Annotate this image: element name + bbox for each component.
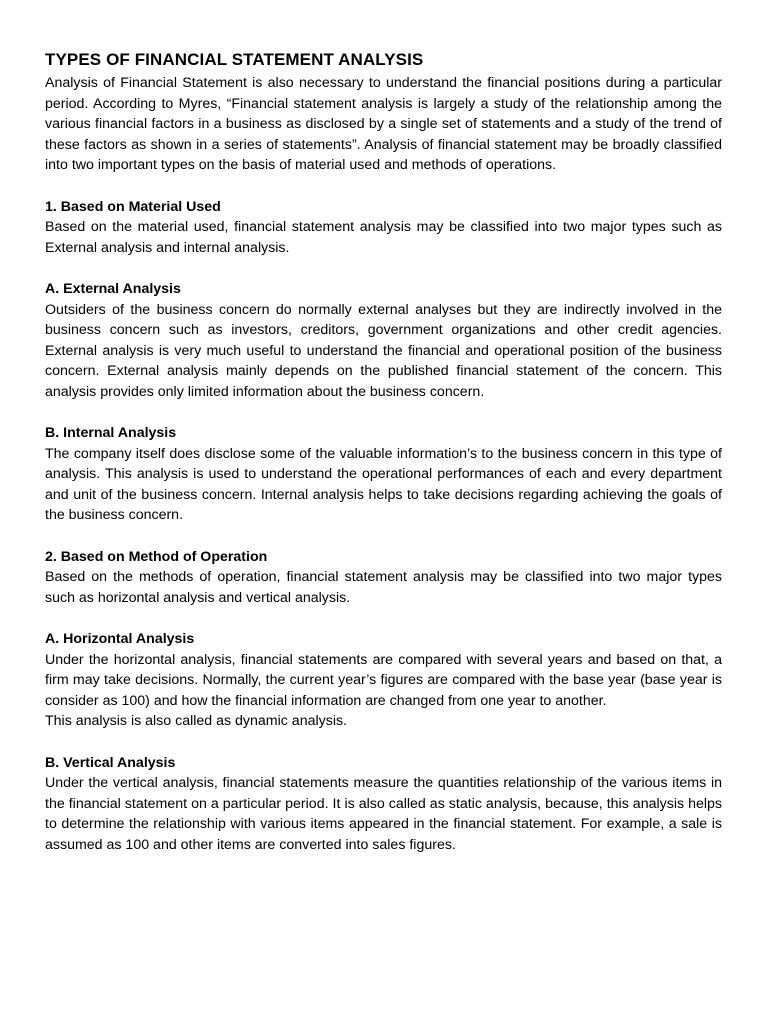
section-heading: A. Horizontal Analysis [45, 631, 195, 648]
document-page [45, 48, 722, 856]
section-body: The company itself does disclose some of the valuable information’s to the business concern in this type of analysis. This analysis is used to understand the operational performances of each and every department and unit of the business concern. Internal analysis helps to take decisions regarding achieving the goals of the business concern. [45, 445, 722, 524]
section-vertical-analysis [45, 753, 722, 856]
section-body: Under the vertical analysis, financial statements measure the quantities relationship of the various items in the financial statement on a particular period. It is also called as static analysis, because, this analysis helps to determine the relationship with various items appeared in the financial statement. For example, a sale is assumed as 100 and other items are converted into sales figures. [45, 775, 722, 853]
section-material-used [45, 197, 722, 259]
section-body: Outsiders of the business concern do normally external analyses but they are indirectly involved in the business concern such as investors, creditors, government organizations and other credit agencies. External analysis is very much useful to understand the financial and operational position of the business concern. External analysis mainly depends on the published financial statement of the concern. This analysis provides only limited information about the business concern. [45, 301, 722, 400]
section-heading: 1. Based on Material Used [45, 198, 221, 215]
section-heading: B. Vertical Analysis [45, 754, 176, 771]
section-horizontal-analysis [45, 629, 722, 732]
section-internal-analysis [45, 423, 722, 526]
section-body-continued: This analysis is also called as dynamic analysis. [45, 713, 348, 730]
document-title: TYPES OF FINANCIAL STATEMENT ANALYSIS [45, 50, 424, 69]
section-heading: B. Internal Analysis [45, 425, 177, 442]
intro-paragraph: Analysis of Financial Statement is also necessary to understand the financial positions during a particular period. According to Myres, “Financial statement analysis is largely a study of the relationship among the various financial factors in a business as disclosed by a single set of statements and a study of the trend of these factors as shown in a series of statements”. Analysis of financial statement may be broadly classified into two important types on the basis of material used and methods of operations. [45, 75, 722, 174]
section-heading: A. External Analysis [45, 280, 181, 297]
section-body: Based on the methods of operation, financial statement analysis may be classified into two major types such as horizontal analysis and vertical analysis. [45, 569, 722, 606]
section-external-analysis [45, 279, 722, 403]
section-method-of-operation [45, 547, 722, 609]
section-heading: 2. Based on Method of Operation [45, 548, 268, 565]
section-body: Under the horizontal analysis, financial statements are compared with several years and based on that, a firm may take decisions. Normally, the current year’s figures are compared with the base year (base year is consider as 100) and how the financial information are changed from one year to another. [45, 651, 722, 709]
section-body: Based on the material used, financial statement analysis may be classified into two major types such as External analysis and internal analysis. [45, 219, 722, 256]
